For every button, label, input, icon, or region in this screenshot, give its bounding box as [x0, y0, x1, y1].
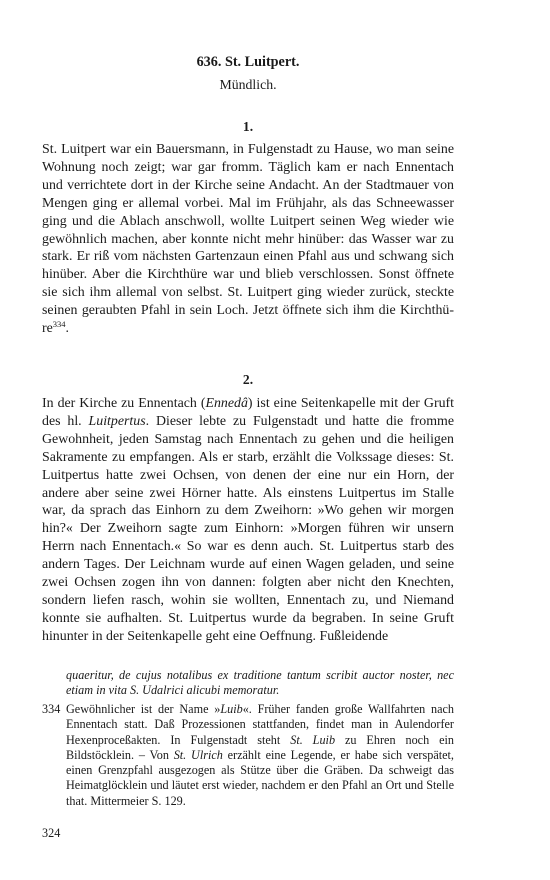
footnote-continued: quaeritur, de cujus notalibus ex traditione tantum scribit auctor noster, nec etiam in vita S. Udalrici alicubi memoratur. — [66, 668, 454, 698]
footnote-ref-334[interactable]: 334 — [52, 319, 66, 330]
section-1-text: St. Luitpert war ein Bauersmann, in Fulgenstadt zu Hause, wo man seine Wohnung noch zeigt; war gar fromm. Täglich kam er nach Ennentach und verrichtete dort in der Kirche seine Andacht. An der Stadtmauer von Mengen ging er allemal vorbei. Mal im Frühjahr, als das Schneewasser ging und die Ablach anschwoll, wollte Luitpert seinen Weg wieder wie gewöhnlich machen, aber konnte nicht mehr hinüber: das Wasser war zu stark. Er riß vom nächsten Gartenzaun einen Pfahl aus und schwang sich hinüber. Aber die Kirchthüre war und blieb verschlossen. Sonst öffnete sie sich ihm allemal von selbst. St. Luitpert ging wieder zurück, steckte seinen geraubten Pfahl in sein Loch. Jetzt öffnete sich ihm die Kirchthüre$^{334}$. — [42, 142, 454, 337]
book-page — [42, 0, 502, 880]
footnote-number: 334 — [42, 702, 61, 716]
section-1-number: 1. — [242, 119, 254, 134]
page-number: 324 — [42, 826, 61, 840]
story-source: Mündlich. — [219, 77, 277, 92]
section-2-number: 2. — [242, 372, 254, 387]
footnote-334: 334 Gewöhnlicher ist der Name »Luib«. Früher fanden große Wallfahrten nach Ennentach statt. Daß Prozessionen stattfanden, findet man in Aulendorfer Hexenproceßakten. In Fulgenstadt steht St. Luib zu Ehren noch ein Bildstöcklein. – Von St. Ulrich erzählt eine Legende, er habe sich verspätet, einen Grenzpfahl ausgezogen als Stütze über die Gräben. Da schweigt das Heimatglöcklein und läutet erst wieder, nachdem er den Pfahl an Ort und Stelle that. Mittermeier S. 129. — [42, 702, 454, 808]
story-title: 636. St. Luitpert. — [196, 54, 300, 70]
section-2-text: In der Kirche zu Ennentach (Ennedâ) ist eine Seitenkapelle mit der Gruft des hl. Luitpertus. Dieser lebte zu Fulgenstadt und hatte die fromme Gewohnheit, jeden Samstag nach Ennentach zu gehen und die heiligen Sakramente zu empfangen. Als er starb, erzählt die Volkssage dieses: St. Luitpertus hatte zwei Ochsen, von denen der eine nur ein Horn, der andere aber seine zwei Hörner hatte. Als einstens Luitpertus im Stalle war, da sprach das Einhorn zu dem Zweihorn: »Wo gehen wir morgen hin?« Der Zweihorn sagte zum Einhorn: »Morgen führen wir unsern Herrn nach Ennentach.« So war es denn auch. St. Luitpertus starb des andern Tages. Der Leichnam wurde auf einen Wagen geladen, und seine zwei Ochsen zogen ihn von dannen: folgten aber nicht den Knechten, sondern liefen rasch, wohin sie wollten, Ennentach zu, und Niemand konnte sie aufhalten. St. Luitpertus wurde da begraben. In seine Gruft hinunter in der Seitenkapelle geht eine Oeffnung. Fußleidende — [42, 396, 454, 644]
